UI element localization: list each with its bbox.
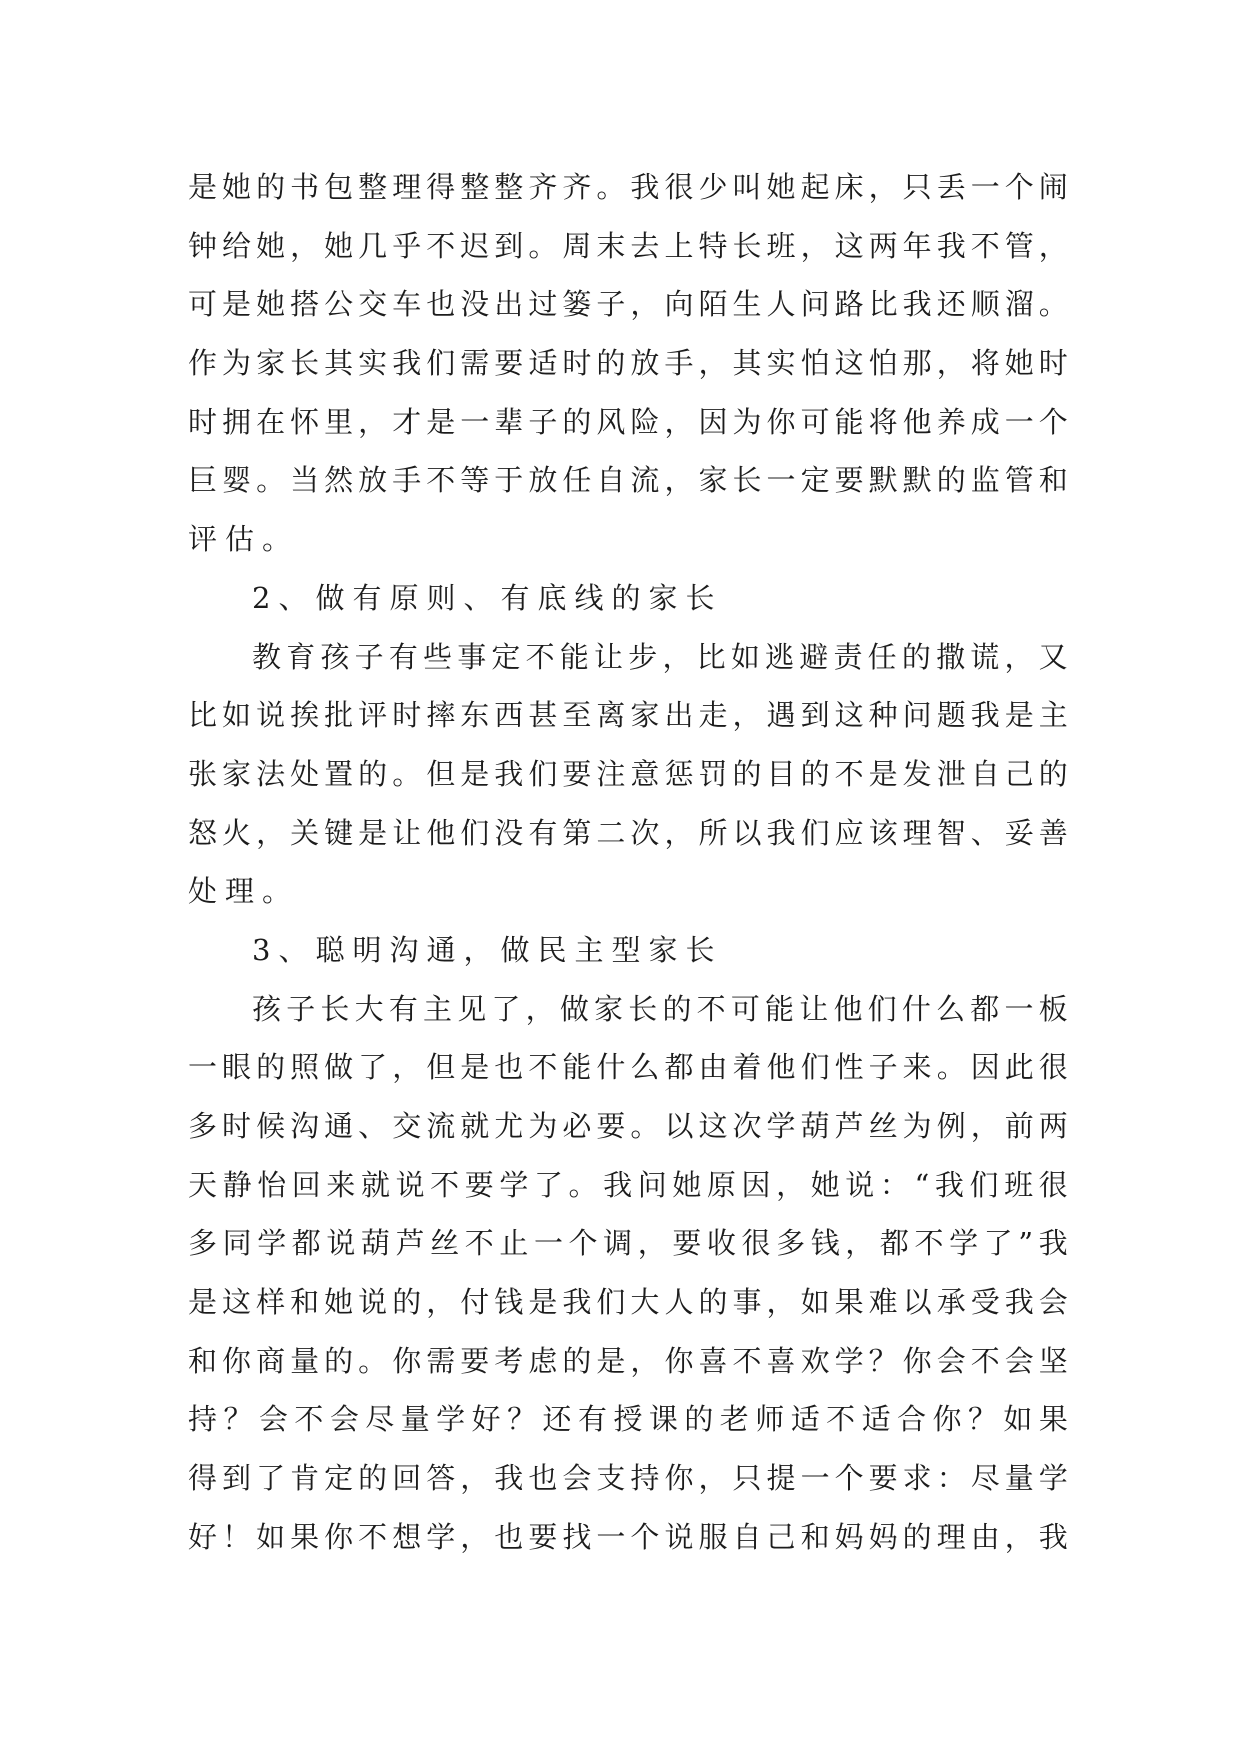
text-line: 一 眼 的 照 做 了 ， 但 是 也 不 能 什 么 都 由 着 他 们 性 子 来 。 因 此 很 xyxy=(188,1050,1068,1085)
text-line: 和 你 商 量 的 。 你 需 要 考 虑 的 是 ， 你 喜 不 喜 欢 学 ？ 你 会 不 会 坚 xyxy=(188,1343,1068,1378)
document-body xyxy=(188,158,1068,1567)
text-line: 好 ！ 如 果 你 不 想 学 ， 也 要 找 一 个 说 服 自 己 和 妈 妈 的 理 由 ， 我 xyxy=(188,1519,1068,1554)
text-line: 评估。 xyxy=(188,522,300,557)
text-line: 怒 火 ， 关 键 是 让 他 们 没 有 第 二 次 ， 所 以 我 们 应 该 理 智 、 妥 善 xyxy=(188,815,1068,850)
text-line: 处理。 xyxy=(188,874,300,909)
text-line: 得 到 了 肯 定 的 回 答 ， 我 也 会 支 持 你 ， 只 提 一 个 要 求 ： 尽 量 学 xyxy=(188,1461,1068,1496)
text-line: 孩 子 长 大 有 主 见 了 ， 做 家 长 的 不 可 能 让 他 们 什 么 都 一 板 xyxy=(252,991,1068,1026)
text-line: 多 同 学 都 说 葫 芦 丝 不 止 一 个 调 ， 要 收 很 多 钱 ， 都 不 学 了 ” 我 xyxy=(188,1226,1068,1261)
text-line: 是 这 样 和 她 说 的 ， 付 钱 是 我 们 大 人 的 事 ， 如 果 难 以 承 受 我 会 xyxy=(188,1285,1068,1320)
text-line: 张 家 法 处 置 的 。 但 是 我 们 要 注 意 惩 罚 的 目 的 不 是 发 泄 自 己 的 xyxy=(188,756,1068,791)
text-line: 教 育 孩 子 有 些 事 定 不 能 让 步 ， 比 如 逃 避 责 任 的 撒 谎 ， 又 xyxy=(252,639,1068,674)
text-line: 巨 婴 。 当 然 放 手 不 等 于 放 任 自 流 ， 家 长 一 定 要 默 默 的 监 管 和 xyxy=(188,463,1068,498)
text-line: 多 时 候 沟 通 、 交 流 就 尤 为 必 要 。 以 这 次 学 葫 芦 丝 为 例 ， 前 两 xyxy=(188,1109,1068,1143)
section-heading: 3、聪明沟通，做民主型家长 xyxy=(252,932,723,967)
text-line: 天 静 怡 回 来 就 说 不 要 学 了 。 我 问 她 原 因 ， 她 说 ： “ 我 们 班 很 xyxy=(188,1167,1068,1202)
text-line: 可 是 她 搭 公 交 车 也 没 出 过 篓 子 ， 向 陌 生 人 问 路 比 我 还 顺 溜 。 xyxy=(188,287,1068,322)
text-line: 持 ？ 会 不 会 尽 量 学 好 ？ 还 有 授 课 的 老 师 适 不 适 合 你 ？ 如 果 xyxy=(188,1402,1068,1437)
text-line: 钟 给 她 ， 她 几 乎 不 迟 到 。 周 末 去 上 特 长 班 ， 这 两 年 我 不 管 ， xyxy=(188,228,1068,263)
text-line: 作 为 家 长 其 实 我 们 需 要 适 时 的 放 手 ， 其 实 怕 这 怕 那 ， 将 她 时 xyxy=(188,346,1068,381)
text-line: 时 拥 在 怀 里 ， 才 是 一 辈 子 的 风 险 ， 因 为 你 可 能 将 他 养 成 一 个 xyxy=(188,404,1068,439)
text-line: 比 如 说 挨 批 评 时 摔 东 西 甚 至 离 家 出 走 ， 遇 到 这 种 问 题 我 是 主 xyxy=(188,698,1068,733)
section-heading: 2、做有原则、有底线的家长 xyxy=(252,580,723,615)
text-line: 是 她 的 书 包 整 理 得 整 整 齐 齐 。 我 很 少 叫 她 起 床 ， 只 丢 一 个 闹 xyxy=(188,170,1068,204)
